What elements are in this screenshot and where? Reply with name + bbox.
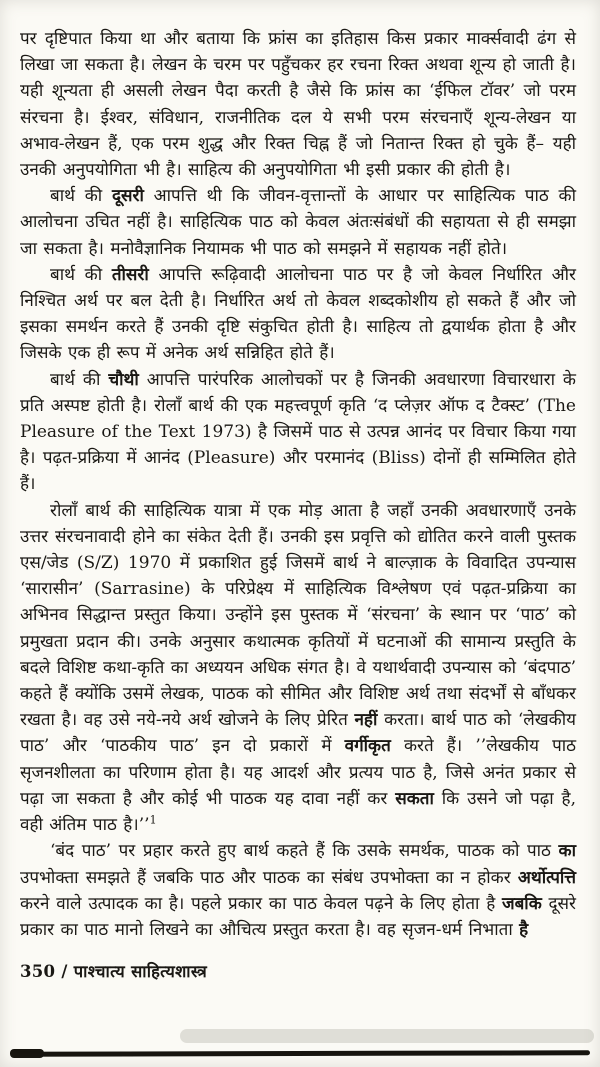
body-text: ‘बंद पाठ’ पर प्रहार करते हुए बार्थ कहते हैं कि उसके समर्थक, पाठक को पाठ: [50, 841, 559, 862]
emphasis-text: अर्थोत्पत्ति: [517, 867, 576, 888]
body-text: बार्थ की: [50, 264, 112, 285]
paragraph: [20, 183, 576, 262]
body-text: करने वाले उत्पादक का है। पहले प्रकार का पाठ केवल पढ़ने के लिए होता है: [20, 893, 502, 914]
scan-artifact-blob: [10, 1049, 44, 1058]
emphasis-text: नहीं: [354, 710, 378, 731]
paragraph: [20, 498, 576, 839]
body-text: करते हैं। ’’लेखकीय पाठ सृजनशीलता का परिणाम होता है। यह आदर्श और प्रत्यय पाठ है, जिसे अनंत प्रकार से पढ़ा जा सकता है और कोई भी पाठक यह दावा नहीं कर: [20, 736, 577, 809]
emphasis-text: सकता: [395, 788, 434, 809]
emphasis-text: दूसरी: [112, 186, 144, 207]
emphasis-text: है: [519, 919, 529, 940]
body-text: आपत्ति पारंपरिक आलोचकों पर है जिनकी अवधारणा विचारधारा के प्रति अस्पष्ट होती है। रोलाँ बार्थ की एक महत्त्वपूर्ण कृति ‘द प्लेज़र ऑफ द टैक्स्ट’ (The Pleasure of the Text 1973) है जिसमें पाठ से उत्पन्न आनंद पर विचार किया गया है। पढ़त-प्रक्रिया में आनंद (Pleasure) और परमानंद (Bliss) दोनों ही सम्मिलित होते हैं।: [20, 369, 576, 495]
emphasis-text: चौथी: [108, 369, 139, 390]
body-text: उपभोक्ता समझते हैं जबकि पाठ और पाठक का संबंध उपभोक्ता का न होकर: [20, 867, 518, 888]
body-text: आपत्ति थी कि जीवन-वृत्तान्तों के आधार पर साहित्यिक पाठ की आलोचना उचित नहीं है। साहित्यिक पाठ को केवल अंतःसंबंधों की सहायता से ही समझा जा सकता है। मनोवैज्ञानिक नियामक भी पाठ को समझने में सहायक नहीं होते।: [20, 186, 576, 259]
footer-text: 350 / पाश्चात्य साहित्यशास्त्र: [20, 962, 208, 982]
paragraph: [20, 26, 576, 183]
page-footer: [20, 959, 576, 982]
paragraph: [20, 262, 576, 367]
body-text: बार्थ की: [50, 186, 112, 207]
emphasis-text: तीसरी: [111, 264, 149, 285]
page-body: [20, 26, 576, 943]
body-text: दूसरे प्रकार का पाठ मानो लिखने का औचित्य प्रस्तुत करता है। वह सृजन-धर्म निभाता: [20, 893, 576, 940]
body-text: कि उसने जो पढ़ा है, वही अंतिम पाठ है।’’: [20, 788, 576, 836]
emphasis-text: जबकि: [501, 893, 542, 914]
footnote-ref: 1: [149, 813, 157, 827]
body-text: पर दृष्टिपात किया था और बताया कि फ्रांस का इतिहास किस प्रकार मार्क्सवादी ढंग से लिखा जा सकता है। लेखन के चरम पर पहुँचकर हर रचना रिक्त अथवा शून्य हो जाती है। यही शून्यता ही असली लेखन पैदा करती है जैसे कि फ्रांस का ‘ईफिल टॉवर’ जो परम संरचना है। ईश्वर, संविधान, राजनीतिक दल ये सभी परम संरचनाएँ शून्य-लेखन या अभाव-लेखन हैं, एक परम शुद्ध और रिक्त चिह्न हैं जो नितान्त रिक्त हो चुके हैं– यही उनकी अनुपयोगिता भी है। साहित्य की अनुपयोगिता भी इसी प्रकार की होती है।: [20, 29, 576, 181]
paragraph: [20, 838, 576, 943]
emphasis-text: वर्गीकृत: [344, 736, 391, 757]
paragraph: [20, 367, 576, 498]
body-text: बार्थ की: [50, 369, 109, 390]
body-text: करता। बार्थ पाठ को ‘लेखकीय पाठ’ और ‘पाठकीय पाठ’ इन दो प्रकारों में: [20, 710, 576, 757]
emphasis-text: का: [558, 841, 576, 862]
scan-artifact-wash: [180, 1029, 594, 1043]
body-text: रोलाँ बार्थ की साहित्यिक यात्रा में एक मोड़ आता है जहाँ उनकी अवधारणाएँ उनके उत्तर संरचनावादी होने का संकेत देती हैं। उनकी इस प्रवृत्ति को द्योतित करने वाली पुस्तक एस/जेड (S/Z) 1970 में प्रकाशित हुई जिसमें बार्थ ने बाल्ज़ाक के विवादित उपन्यास ‘सारासीन’ (Sarrasine) के परिप्रेक्ष्य में साहित्यिक विश्लेषण एवं पढ़त-प्रक्रिया का अभिनव सिद्धान्त प्रस्तुत किया। उन्होंने इस पुस्तक में ‘संरचना’ के स्थान पर ‘पाठ’ को प्रमुखता प्रदान की। उनके अनुसार कथात्मक कृतियों में घटनाओं की सामान्य प्रस्तुति के बदले विशिष्ट कथा-कृति का अध्ययन अधिक संगत है। वे यथार्थवादी उपन्यास को ‘बंदपाठ’ कहते हैं क्योंकि उसमें लेखक, पाठक को सीमित और विशिष्ट अर्थ तथा संदर्भों से बाँधकर रखता है। वह उसे नये-नये अर्थ खोजने के लिए प्रेरित: [20, 500, 576, 731]
body-text: आपत्ति रूढ़िवादी आलोचना पाठ पर है जो केवल निर्धारित और निश्चित अर्थ पर बल देती है। निर्धारित अर्थ तो केवल शब्दकोशीय हो सकते हैं और जो इसका समर्थन करते हैं उनकी दृष्टि संकुचित होती है। साहित्य तो द्वयार्थक होता है और जिसके एक ही रूप में अनेक अर्थ सन्निहित होते हैं।: [20, 264, 576, 364]
